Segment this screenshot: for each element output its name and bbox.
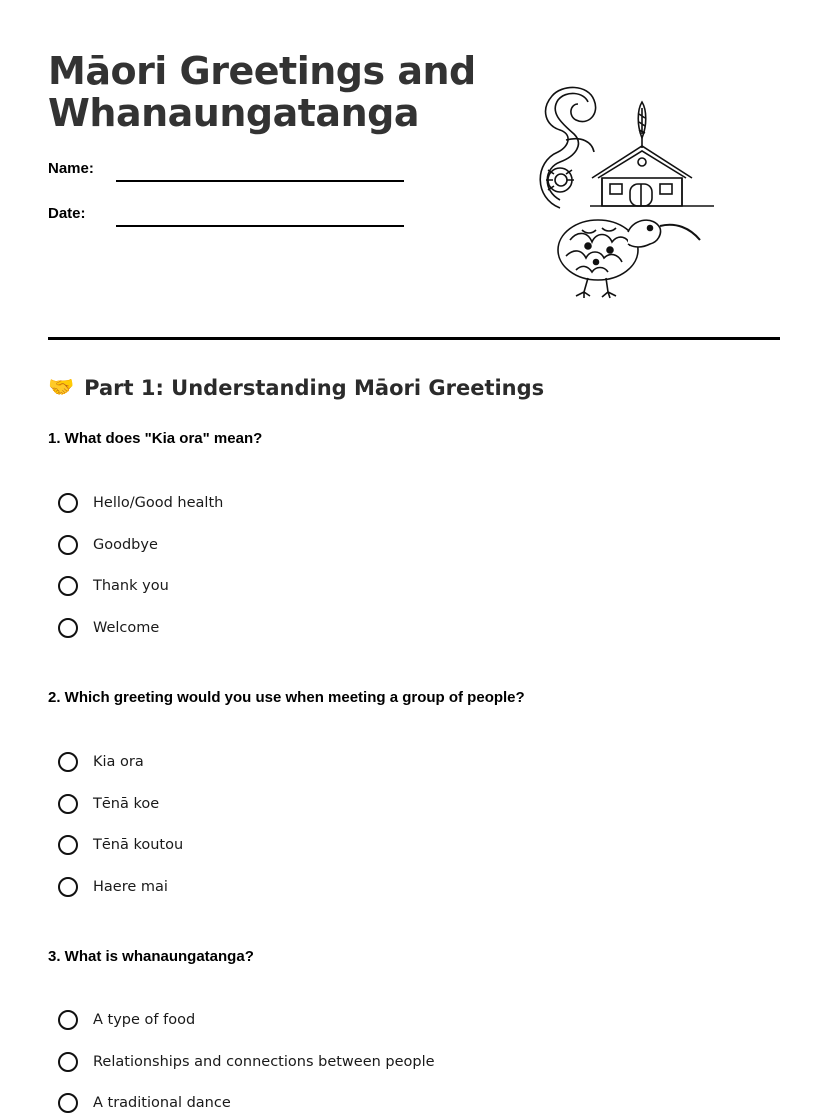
- option-label: Tēnā koutou: [93, 837, 184, 853]
- option-label: Thank you: [93, 578, 169, 594]
- option-label: Relationships and connections between people: [93, 1054, 435, 1070]
- radio-button[interactable]: [58, 752, 78, 772]
- question-3-option-1[interactable]: [58, 1008, 195, 1032]
- option-label: Haere mai: [93, 879, 168, 895]
- radio-button[interactable]: [58, 1010, 78, 1030]
- question-2-option-4[interactable]: [58, 875, 168, 899]
- part-1-heading: [48, 375, 544, 400]
- option-label: Goodbye: [93, 537, 158, 553]
- radio-button[interactable]: [58, 576, 78, 596]
- option-label: A traditional dance: [93, 1095, 231, 1111]
- radio-button[interactable]: [58, 794, 78, 814]
- question-1-option-1[interactable]: [58, 491, 223, 515]
- name-line[interactable]: [116, 180, 404, 182]
- question-3-option-3[interactable]: [58, 1091, 231, 1115]
- question-1-option-4[interactable]: [58, 616, 159, 640]
- question-3: 3. What is whanaungatanga?: [48, 948, 254, 965]
- question-1-option-2[interactable]: [58, 533, 158, 557]
- question-2-option-2[interactable]: [58, 792, 159, 816]
- section-divider: [48, 337, 780, 340]
- handshake-icon: 🤝: [48, 375, 75, 399]
- radio-button[interactable]: [58, 493, 78, 513]
- part-1-heading-text: Part 1: Understanding Māori Greetings: [84, 375, 545, 400]
- option-label: Kia ora: [93, 754, 144, 770]
- question-2-option-1[interactable]: [58, 750, 144, 774]
- option-label: Tēnā koe: [93, 796, 160, 812]
- date-label: Date:: [48, 205, 86, 222]
- option-label: A type of food: [93, 1012, 196, 1028]
- question-3-option-2[interactable]: [58, 1050, 435, 1074]
- radio-button[interactable]: [58, 1052, 78, 1072]
- radio-button[interactable]: [58, 535, 78, 555]
- date-line[interactable]: [116, 225, 404, 227]
- question-2-option-3[interactable]: [58, 833, 183, 857]
- radio-button[interactable]: [58, 877, 78, 897]
- worksheet-title: Māori Greetings and Whanaungatanga: [48, 49, 476, 135]
- wharenui-icon: [590, 102, 714, 206]
- radio-button[interactable]: [58, 835, 78, 855]
- name-label: Name:: [48, 160, 94, 177]
- radio-button[interactable]: [58, 1093, 78, 1113]
- maori-illustration: [530, 80, 720, 300]
- question-2: 2. Which greeting would you use when meeting a group of people?: [48, 689, 525, 706]
- radio-button[interactable]: [58, 618, 78, 638]
- option-label: Hello/Good health: [93, 495, 224, 511]
- option-label: Welcome: [93, 620, 160, 636]
- question-1: 1. What does "Kia ora" mean?: [48, 430, 263, 447]
- koru-icon: [540, 87, 595, 208]
- question-1-option-3[interactable]: [58, 574, 169, 598]
- kiwi-bird-icon: [558, 220, 700, 298]
